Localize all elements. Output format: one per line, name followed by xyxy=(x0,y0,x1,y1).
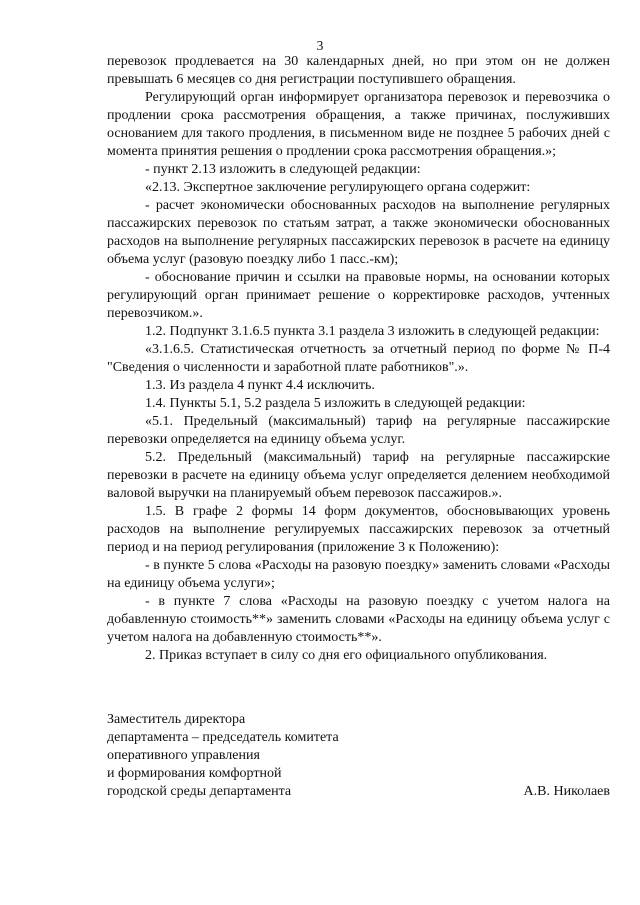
signatory-name: А.В. Николаев xyxy=(523,784,610,799)
paragraph: перевозок продлевается на 30 календарных дней, но при этом он не должен превышать 6 месяцев со дня регистрации поступившего обращения. xyxy=(107,54,610,87)
paragraph: - в пункте 7 слова «Расходы на разовую поездку с учетом налога на добавленную стоимость**» заменить словами «Расходы на единицу объема услуг с учетом налога на добавленную стоимость**». xyxy=(107,594,610,645)
signatory-title-line: городской среды департамента xyxy=(107,784,292,799)
paragraph: - обоснование причин и ссылки на правовые нормы, на основании которых регулирующий орган принимает решение о корректировке расходов, учтенных перевозчиком.». xyxy=(107,270,610,321)
document-body xyxy=(107,53,610,665)
paragraph: 1.4. Пункты 5.1, 5.2 раздела 5 изложить в следующей редакции: xyxy=(145,396,526,411)
paragraph: «5.1. Предельный (максимальный) тариф на регулярные пассажирские перевозки определяется на единицу объема услуг. xyxy=(107,414,610,447)
paragraph: «2.13. Экспертное заключение регулирующего органа содержит: xyxy=(145,180,531,195)
paragraph: 1.3. Из раздела 4 пункт 4.4 исключить. xyxy=(145,378,375,393)
signatory-title-line: департамента – председатель комитета xyxy=(107,730,339,745)
paragraph: - в пункте 5 слова «Расходы на разовую поездку» заменить словами «Расходы на единицу объема услуги»; xyxy=(107,558,610,591)
paragraph: «3.1.6.5. Статистическая отчетность за отчетный период по форме № П-4 "Сведения о численности и заработной плате работников".». xyxy=(107,342,610,375)
paragraph: 1.2. Подпункт 3.1.6.5 пункта 3.1 раздела 3 изложить в следующей редакции: xyxy=(145,324,600,339)
signatory-title-line: оперативного управления xyxy=(107,748,260,763)
paragraph: - пункт 2.13 изложить в следующей редакции: xyxy=(145,162,421,177)
signature-block xyxy=(107,711,610,801)
paragraph: - расчет экономически обоснованных расходов на выполнение регулярных пассажирских перевозок по статьям затрат, а также экономически обоснованных расходов на выполнение регулярных пассажирских перевозок в расчете на единицу объема услуг (разовую поездку либо 1 пасс.-км); xyxy=(107,198,610,267)
page-number: 3 xyxy=(316,38,324,53)
signatory-title-line: Заместитель директора xyxy=(107,712,246,727)
signatory-title-line: и формирования комфортной xyxy=(107,766,282,781)
paragraph: 2. Приказ вступает в силу со дня его официального опубликования. xyxy=(145,648,548,663)
paragraph: Регулирующий орган информирует организатора перевозок и перевозчика о продлении срока рассмотрения обращения, а также причинах, послуживших основанием для такого продления, в письменном виде не позднее 5 рабочих дней с момента принятия решения о продлении срока рассмотрения обращения.»; xyxy=(107,90,610,159)
paragraph: 5.2. Предельный (максимальный) тариф на регулярные пассажирские перевозки в расчете на единицу объема услуг определяется делением необходимой валовой выручки на планируемый объем перевозок пассажиров.». xyxy=(107,450,610,501)
paragraph: 1.5. В графе 2 формы 14 форм документов, обосновывающих уровень расходов на выполнение регулируемых пассажирских перевозок за отчетный период и на период регулирования (приложение 3 к Положению): xyxy=(107,504,610,555)
